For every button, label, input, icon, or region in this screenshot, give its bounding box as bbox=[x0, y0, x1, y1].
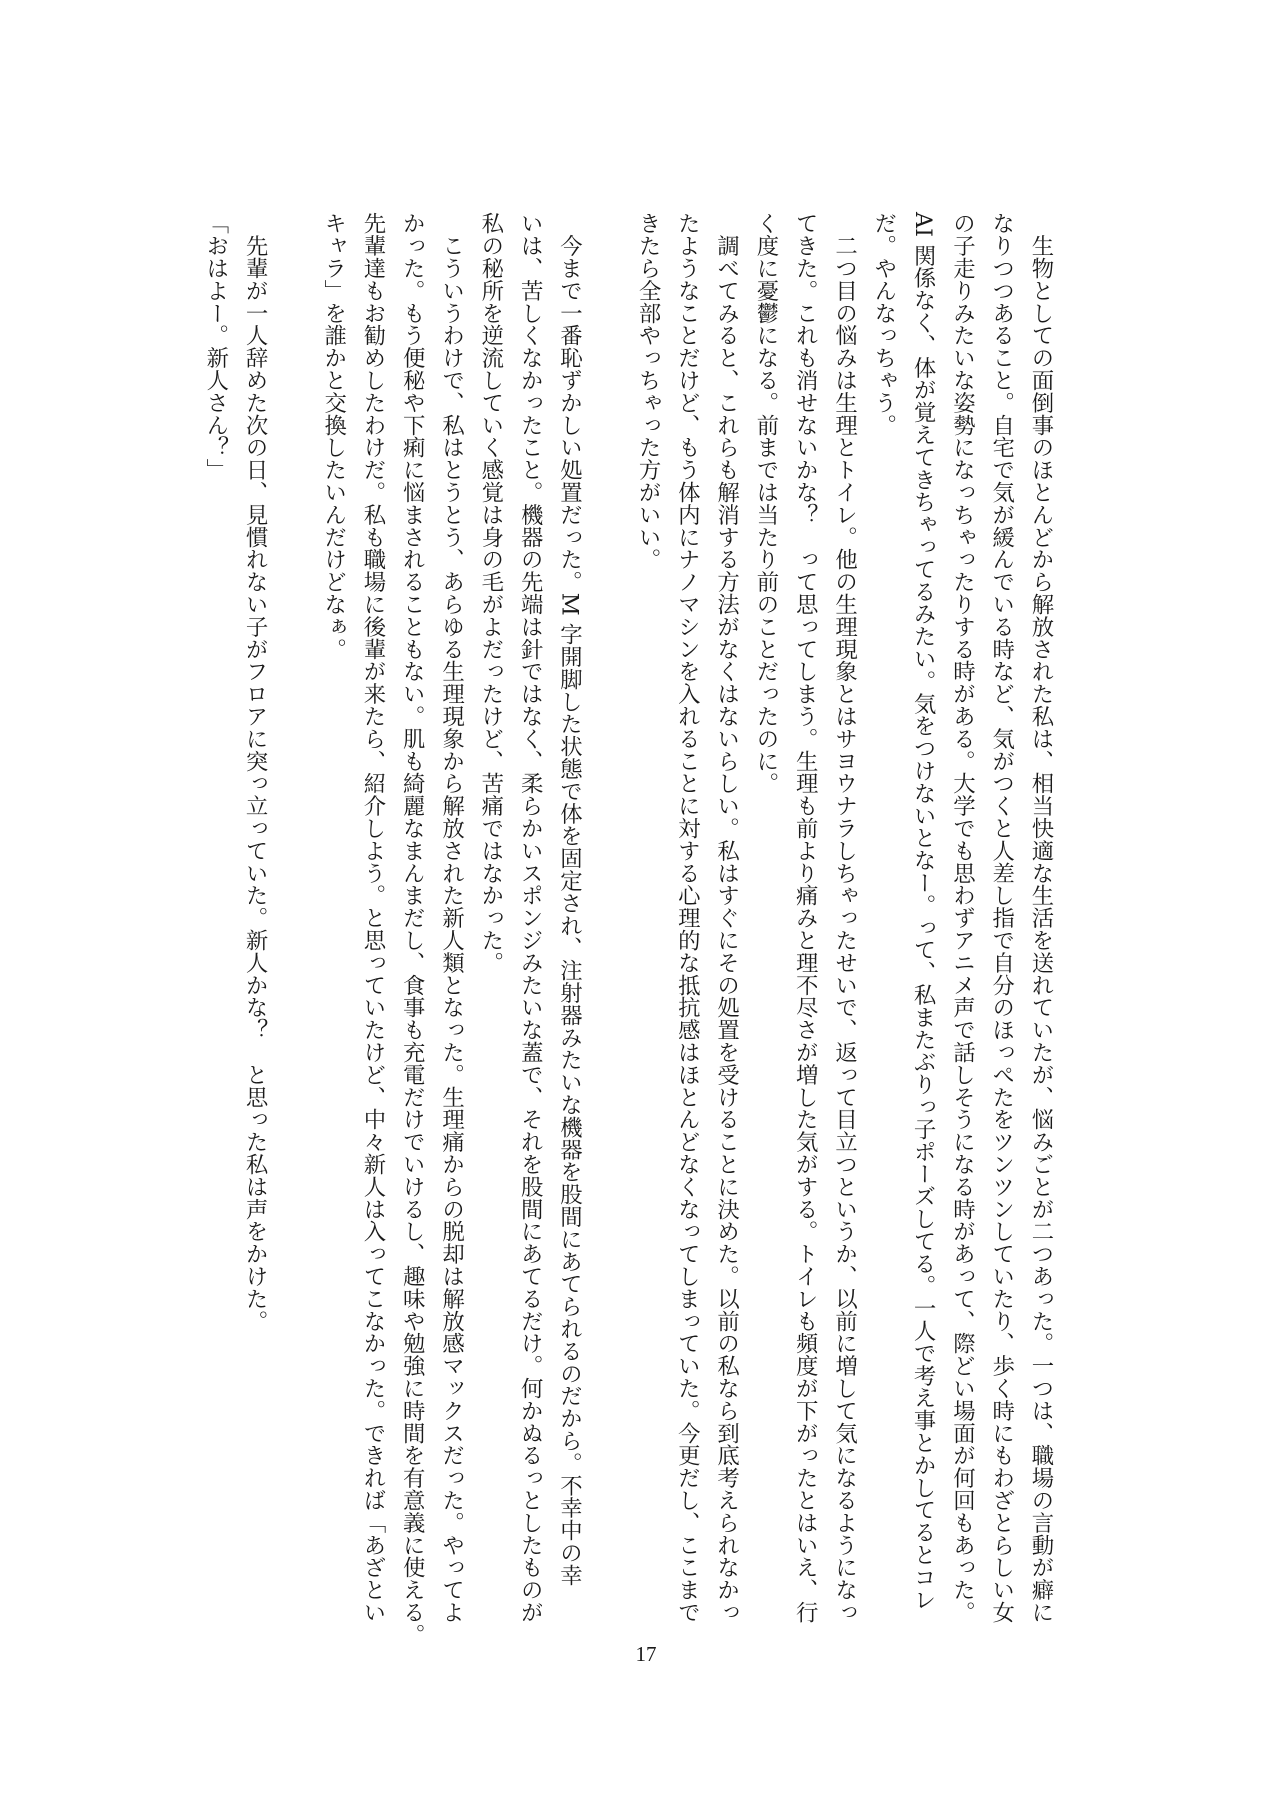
text-line: かった。もう便秘や下痢に悩まされることもない。肌も綺麗なまんまだし、食事も充電だけでいけるし、趣味や勉強に時間を有意義に使える。 bbox=[399, 212, 426, 1646]
text-line: なりつつあること。自宅で気が緩んでいる時など、気がつくと人差し指で自分のほっぺたをツンツンしていたり、歩く時にもわざとらしい女 bbox=[988, 212, 1015, 1624]
text-line: 生物としての面倒事のほとんどから解放された私は、相当快適な生活を送れていたが、悩みごとが二つあった。一つは、職場の言動が癖に bbox=[1028, 212, 1054, 1624]
text-line: 今まで一番恥ずかしい処置だった。M 字開脚した状態で体を固定され、注射器みたいな機器を股間にあてられるのだから。不幸中の幸 bbox=[556, 212, 583, 1587]
text-line: だ。やんなっちゃう。 bbox=[870, 212, 897, 436]
text-line: こういうわけで、私はとうとう、あらゆる生理現象から解放された新人類となった。生理痛からの脱却は解放感マックスだった。やってよ bbox=[438, 212, 465, 1624]
text-line: てきた。これも消せないかな？ って思ってしまう。生理も前より痛みと理不尽さが増した気がする。トイレも頻度が下がったとはいえ、行 bbox=[792, 212, 819, 1624]
text-line: 私の秘所を逆流していく感覚は身の毛がよだったけど、苦痛ではなかった。 bbox=[477, 212, 504, 974]
text-line: 調べてみると、これらも解消する方法がなくはないらしい。私はすぐにその処置を受けることに決めた。以前の私なら到底考えられなかっ bbox=[713, 212, 740, 1624]
page-number: 17 bbox=[635, 1642, 657, 1666]
text-line: キャラ」を誰かと交換したいんだけどなぁ。 bbox=[320, 212, 347, 660]
text-line: 先輩達もお勧めしたわけだ。私も職場に後輩が来たら、紹介しよう。と思っていたけど、中々新人は入ってこなかった。できれば「あざとい bbox=[359, 212, 386, 1624]
text-line: AI 関係なく、体が覚えてきちゃってるみたい。気をつけないとなー。って、私またぶりっ子ポーズしてる。一人で考え事とかしてるとコレ bbox=[910, 212, 937, 1611]
text-line: 先輩が一人辞めた次の日、見慣れない子がフロアに突っ立っていた。新人かな？ と思った私は声をかけた。 bbox=[242, 212, 269, 1332]
vertical-text-body bbox=[195, 212, 1060, 1646]
blank-line bbox=[274, 212, 313, 1642]
text-line: 二つ目の悩みは生理とトイレ。他の生理現象とはサヨウナラしちゃったせいで、返って目立つというか、以前に増して気になるようになっ bbox=[831, 212, 858, 1624]
text-line: の子走りみたいな姿勢になっちゃったりする時がある。大学でも思わずアニメ声で話しそうになる時があって、際どい場面が何回もあった。 bbox=[949, 212, 976, 1624]
text-line: きたら全部やっちゃった方がいい。 bbox=[635, 212, 662, 571]
blank-line bbox=[588, 212, 627, 1642]
dialogue-line: 「おはよー。新人さん？」 bbox=[202, 212, 229, 481]
text-line: く度に憂鬱になる。前までは当たり前のことだったのに。 bbox=[752, 212, 779, 795]
text-line: いは、苦しくなかったこと。機器の先端は針ではなく、柔らかいスポンジみたいな蓋で、それを股間にあてるだけ。何かぬるっとしたものが bbox=[517, 212, 544, 1624]
text-line: たようなことだけど、もう体内にナノマシンを入れることに対する心理的な抵抗感はほとんどなくなってしまっていた。今更だし、ここまで bbox=[674, 212, 701, 1624]
